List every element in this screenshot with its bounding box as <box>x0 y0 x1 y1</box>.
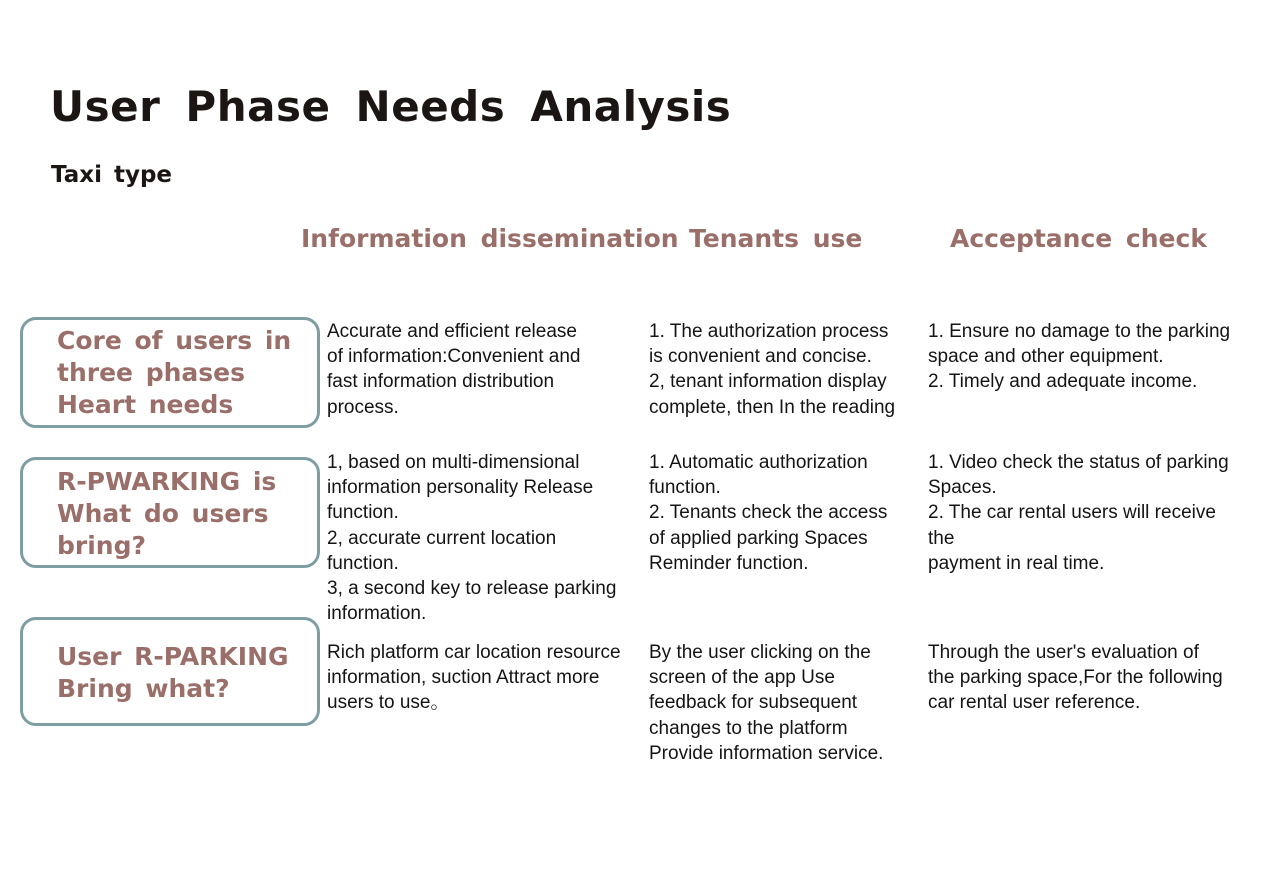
page-title: User Phase Needs Analysis <box>50 82 732 131</box>
cell-core-tenants-use: 1. The authorization process is convenient and concise. 2, tenant information display complete, then In the reading <box>649 321 896 418</box>
cell-bring-tenants-use: 1. Automatic authorization function. 2. Tenants check the access of applied parking Spaces Reminder function. <box>649 452 888 574</box>
row-label-box-user-r-parking <box>20 617 320 726</box>
cell-core-acceptance-check: 1. Ensure no damage to the parking space and other equipment. 2. Timely and adequate income. <box>928 321 1231 393</box>
cell-bring-information-dissemination: 1, based on multi-dimensional information personality Release function. 2, accurate current location function. 3, a second key to release parking information. <box>327 452 617 625</box>
phase-header-acceptance-check: Acceptance check <box>950 224 1207 253</box>
cell-bring-acceptance-check: 1. Video check the status of parking Spaces. 2. The car rental users will receive the payment in real time. <box>928 452 1229 574</box>
cell-platform-acceptance-check: Through the user's evaluation of the parking space,For the following car rental user reference. <box>928 642 1223 714</box>
cell-platform-information-dissemination: Rich platform car location resource information, suction Attract more users to use。 <box>327 642 621 714</box>
page-subtitle: Taxi type <box>51 162 173 188</box>
row-label-box-core-needs <box>20 317 320 428</box>
phase-header-tenants-use: Tenants use <box>689 224 863 253</box>
cell-platform-tenants-use: By the user clicking on the screen of the app Use feedback for subsequent changes to the platform Provide information service. <box>649 642 884 764</box>
cell-core-information-dissemination: Accurate and efficient release of information:Convenient and fast information distribution process. <box>327 321 581 418</box>
phase-header-information-dissemination: Information dissemination <box>301 224 679 253</box>
row-label-user-r-parking: User R-PARKING Bring what? <box>57 642 289 703</box>
row-label-what-users-bring: R-PWARKING is What do users bring? <box>57 467 277 560</box>
row-label-box-what-users-bring <box>20 457 320 568</box>
row-label-core-needs: Core of users in three phases Heart needs <box>57 326 292 419</box>
